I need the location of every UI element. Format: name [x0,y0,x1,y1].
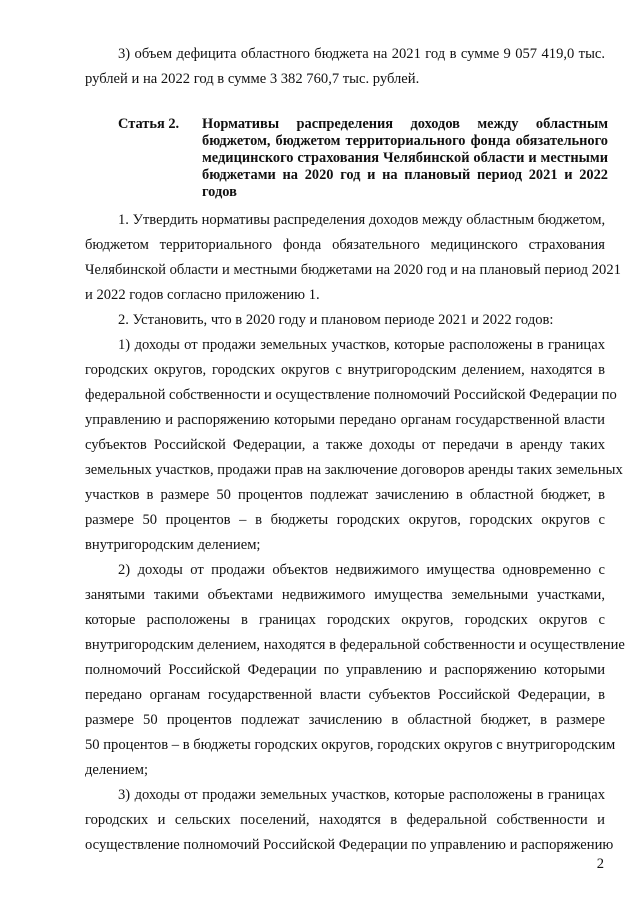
item1-line-7: участков в размере 50 процентов подлежат зачислению в областной бюджет, в [85,487,605,503]
para1-line-1: 1. Утвердить нормативы распределения доходов между областным бюджетом, [118,212,606,228]
item2-line-2: занятыми такими объектами недвижимого имущества земельными участками, [85,587,605,603]
article-title-line-4: бюджетами на 2020 год и на плановый период 2021 и 2022 [202,167,608,183]
article-title-line-2: бюджетом, бюджетом территориального фонда обязательного [202,133,608,149]
intro-line-1: 3) объем дефицита областного бюджета на 2021 год в сумме 9 057 419,0 тыс. [118,46,605,62]
item2-line-9: делением; [85,762,149,778]
item2-line-3: которые расположены в границах городских округов, городских округов с [85,612,605,628]
article-title-line-5: годов [202,184,237,200]
item3-line-1: 3) доходы от продажи земельных участков, которые расположены в границах [118,787,605,803]
item2-line-6: передано органам государственной власти субъектов Российской Федерации, в [85,687,605,703]
item2-line-7: размере 50 процентов подлежат зачислению в областной бюджет, в размере [85,712,605,728]
item2-line-4: внутригородским делением, находятся в федеральной собственности и осуществление [85,637,625,653]
item2-line-1: 2) доходы от продажи объектов недвижимого имущества одновременно с [118,562,605,578]
para2-line-1: 2. Установить, что в 2020 году и плановом периоде 2021 и 2022 годов: [118,312,554,328]
item1-line-1: 1) доходы от продажи земельных участков, которые расположены в границах [118,337,605,353]
item1-line-3: федеральной собственности и осуществление полномочий Российской Федерации по [85,387,617,403]
item1-line-4: управлению и распоряжению которыми передано органам государственной власти [85,412,605,428]
page-number: 2 [596,856,604,872]
item3-line-2: городских и сельских поселений, находятся в федеральной собственности и [85,812,605,828]
article-label: Статья 2. [118,116,180,132]
item1-line-5: субъектов Российской Федерации, а также доходы от передачи в аренду таких [85,437,605,453]
article-title-line-1: Нормативы распределения доходов между областным [202,116,608,132]
para1-line-2: бюджетом территориального фонда обязательного медицинского страхования [85,237,605,253]
item3-line-3: осуществление полномочий Российской Федерации по управлению и распоряжению [85,837,614,853]
item1-line-6: земельных участков, продажи прав на заключение договоров аренды таких земельных [85,462,623,478]
article-title-line-3: медицинского страхования Челябинской области и местными [202,150,608,166]
item1-line-9: внутригородским делением; [85,537,261,553]
item2-line-8: 50 процентов – в бюджеты городских округов, городских округов с внутригородским [85,737,616,753]
para1-line-4: и 2022 годов согласно приложению 1. [85,287,320,303]
item2-line-5: полномочий Российской Федерации по управлению и распоряжению которыми [85,662,605,678]
para1-line-3: Челябинской области и местными бюджетами на 2020 год и на плановый период 2021 [85,262,621,278]
item1-line-2: городских округов, городских округов с внутригородским делением, находятся в [85,362,605,378]
item1-line-8: размере 50 процентов – в бюджеты городских округов, городских округов с [85,512,605,528]
intro-line-2: рублей и на 2022 год в сумме 3 382 760,7 тыс. рублей. [85,71,420,87]
